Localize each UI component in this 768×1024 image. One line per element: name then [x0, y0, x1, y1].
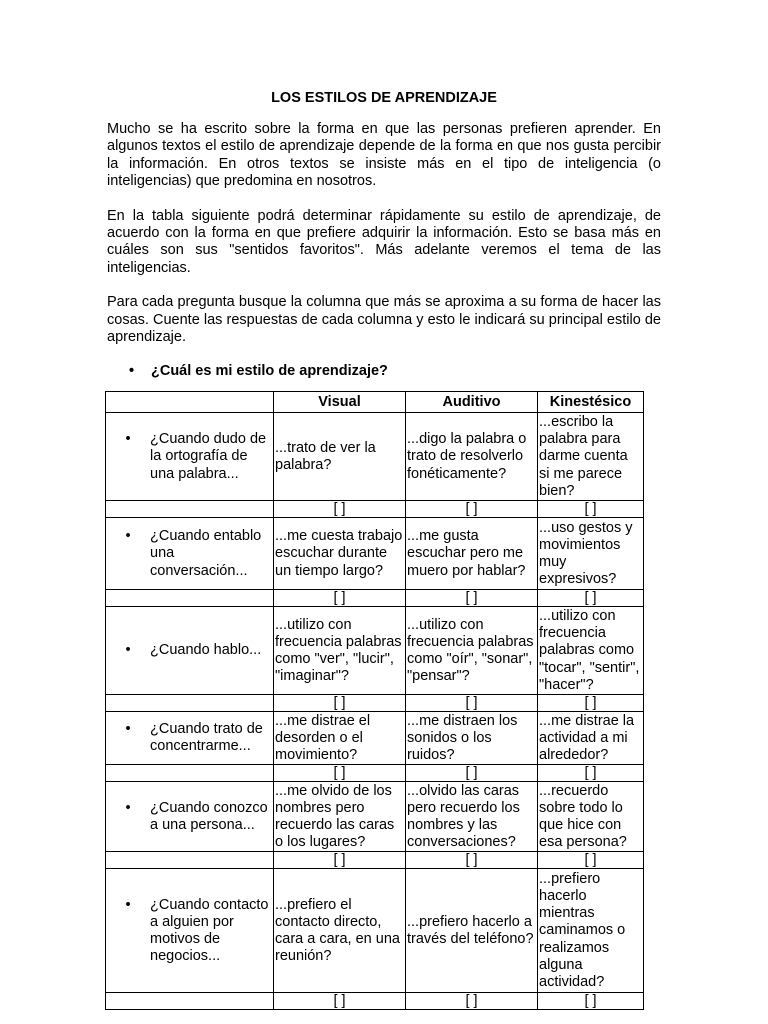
- bullet-icon: •: [125, 642, 131, 659]
- checkbox-row-blank: [106, 501, 274, 518]
- intro-paragraph-1: Mucho se ha escrito sobre la forma en que las personas prefieren aprender. En algunos textos el estilo de aprendizaje depende de la forma en que nos gusta percibir la información. En otros textos se insiste más en el tipo de inteligencia (o inteligencias) que predomina en nosotros.: [107, 121, 661, 190]
- auditivo-answer-cell: ...utilizo con frecuencia palabras como "oír", "sonar", "pensar"?: [406, 607, 538, 695]
- question-cell: [106, 869, 274, 993]
- auditivo-answer-cell: ...me gusta escuchar pero me muero por hablar?: [406, 518, 538, 590]
- checkbox-kinestesico[interactable]: [ ]: [538, 993, 644, 1010]
- question-cell: [106, 607, 274, 695]
- question-text: ¿Cuando trato de concentrarme...: [150, 721, 263, 755]
- table-row: [106, 782, 644, 852]
- auditivo-answer-cell: ...prefiero hacerlo a través del teléfono?: [406, 869, 538, 993]
- bullet-icon: •: [125, 528, 131, 545]
- table-row: [106, 518, 644, 590]
- visual-answer-cell: ...trato de ver la palabra?: [274, 413, 406, 501]
- kinestesico-answer-cell: ...me distrae la actividad a mi alrededor?: [538, 712, 644, 765]
- visual-answer-cell: ...prefiero el contacto directo, cara a cara, en una reunión?: [274, 869, 406, 993]
- table-row: [106, 413, 644, 501]
- question-cell: [106, 782, 274, 852]
- checkbox-row-blank: [106, 852, 274, 869]
- question-text: ¿Cuando dudo de la ortografía de una palabra...: [150, 431, 267, 482]
- checkbox-visual[interactable]: [ ]: [274, 765, 406, 782]
- learning-style-table: [105, 391, 644, 1010]
- header-kinestesico: Kinestésico: [538, 392, 644, 413]
- header-visual: Visual: [274, 392, 406, 413]
- question-text: ¿Cuando entablo una conversación...: [150, 528, 262, 579]
- checkbox-kinestesico[interactable]: [ ]: [538, 501, 644, 518]
- checkbox-kinestesico[interactable]: [ ]: [538, 590, 644, 607]
- checkbox-kinestesico[interactable]: [ ]: [538, 765, 644, 782]
- bullet-icon: •: [125, 896, 131, 913]
- visual-answer-cell: ...me cuesta trabajo escuchar durante un tiempo largo?: [274, 518, 406, 590]
- question-text: ¿Cuando hablo...: [150, 642, 262, 659]
- visual-answer-cell: ...me distrae el desorden o el movimiento?: [274, 712, 406, 765]
- checkbox-row-blank: [106, 590, 274, 607]
- auditivo-answer-cell: ...digo la palabra o trato de resolverlo fonéticamente?: [406, 413, 538, 501]
- auditivo-answer-cell: ...olvido las caras pero recuerdo los nombres y las conversaciones?: [406, 782, 538, 852]
- table-header-row: [106, 392, 644, 413]
- question-cell: [106, 413, 274, 501]
- document-title: LOS ESTILOS DE APRENDIZAJE: [271, 90, 497, 106]
- intro-paragraph-2: En la tabla siguiente podrá determinar rápidamente su estilo de aprendizaje, de acuerdo con la forma en que prefiere adquirir la información. Esto se basa más en cuáles son sus "sentidos favoritos". Más adelante veremos el tema de las inteligencias.: [107, 207, 661, 276]
- question-text: ¿Cuando contacto a alguien por motivos de negocios...: [150, 896, 269, 965]
- checkbox-row: [106, 501, 644, 518]
- section-heading-text: ¿Cuál es mi estilo de aprendizaje?: [151, 363, 388, 380]
- checkbox-row: [106, 993, 644, 1010]
- kinestesico-answer-cell: ...escribo la palabra para darme cuenta si me parece bien?: [538, 413, 644, 501]
- visual-answer-cell: ...me olvido de los nombres pero recuerdo las caras o los lugares?: [274, 782, 406, 852]
- bullet-icon: •: [129, 363, 135, 380]
- checkbox-visual[interactable]: [ ]: [274, 590, 406, 607]
- checkbox-visual[interactable]: [ ]: [274, 852, 406, 869]
- checkbox-auditivo[interactable]: [ ]: [406, 501, 538, 518]
- header-blank: [106, 392, 274, 413]
- document-page: [107, 90, 661, 1010]
- intro-paragraph-3: Para cada pregunta busque la columna que más se aproxima a su forma de hacer las cosas. Cuente las respuestas de cada columna y esto le indicará su principal estilo de aprendizaje.: [107, 294, 661, 346]
- checkbox-row-blank: [106, 695, 274, 712]
- kinestesico-answer-cell: ...uso gestos y movimientos muy expresivos?: [538, 518, 644, 590]
- header-auditivo: Auditivo: [406, 392, 538, 413]
- checkbox-auditivo[interactable]: [ ]: [406, 765, 538, 782]
- checkbox-row: [106, 590, 644, 607]
- bullet-icon: •: [125, 721, 131, 738]
- bullet-icon: •: [125, 431, 131, 448]
- section-heading: [129, 363, 661, 379]
- checkbox-visual[interactable]: [ ]: [274, 501, 406, 518]
- checkbox-row-blank: [106, 765, 274, 782]
- checkbox-row: [106, 852, 644, 869]
- checkbox-kinestesico[interactable]: [ ]: [538, 852, 644, 869]
- kinestesico-answer-cell: ...prefiero hacerlo mientras caminamos o realizamos alguna actividad?: [538, 869, 644, 993]
- checkbox-visual[interactable]: [ ]: [274, 695, 406, 712]
- question-cell: [106, 518, 274, 590]
- checkbox-row: [106, 695, 644, 712]
- question-cell: [106, 712, 274, 765]
- auditivo-answer-cell: ...me distraen los sonidos o los ruidos?: [406, 712, 538, 765]
- question-text: ¿Cuando conozco a una persona...: [150, 799, 268, 833]
- table-row: [106, 607, 644, 695]
- table-row: [106, 712, 644, 765]
- checkbox-row-blank: [106, 993, 274, 1010]
- visual-answer-cell: ...utilizo con frecuencia palabras como "ver", "lucir", "imaginar"?: [274, 607, 406, 695]
- checkbox-auditivo[interactable]: [ ]: [406, 590, 538, 607]
- kinestesico-answer-cell: ...recuerdo sobre todo lo que hice con esa persona?: [538, 782, 644, 852]
- checkbox-visual[interactable]: [ ]: [274, 993, 406, 1010]
- table-row: [106, 869, 644, 993]
- checkbox-auditivo[interactable]: [ ]: [406, 993, 538, 1010]
- checkbox-auditivo[interactable]: [ ]: [406, 695, 538, 712]
- kinestesico-answer-cell: ...utilizo con frecuencia palabras como "tocar", "sentir", "hacer"?: [538, 607, 644, 695]
- checkbox-auditivo[interactable]: [ ]: [406, 852, 538, 869]
- checkbox-kinestesico[interactable]: [ ]: [538, 695, 644, 712]
- checkbox-row: [106, 765, 644, 782]
- bullet-icon: •: [125, 799, 131, 816]
